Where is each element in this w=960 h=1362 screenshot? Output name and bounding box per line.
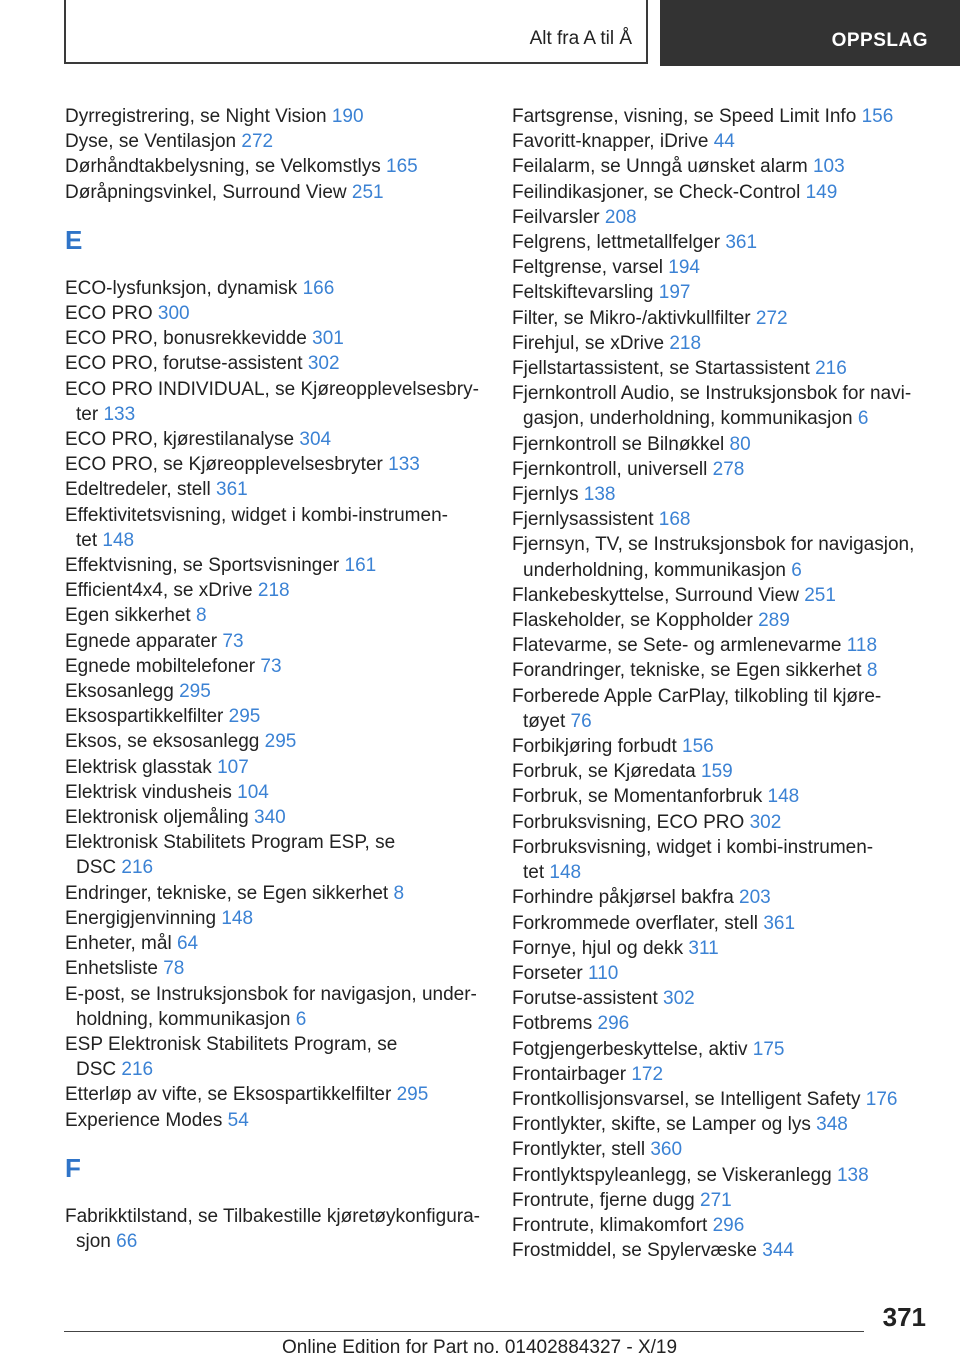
- index-entry-text: Feilalarm, se Unngå uønsket alarm: [512, 156, 808, 178]
- index-entry-text: Forkrommede overflater, stell: [512, 912, 759, 934]
- page-reference-link[interactable]: 295: [228, 706, 261, 728]
- index-entry: [512, 1163, 922, 1188]
- page-reference-link[interactable]: 148: [767, 786, 800, 808]
- index-entry-text: Effektivitetsvisning, widget i kombi-instrumen-: [65, 504, 448, 526]
- index-entry: [65, 129, 485, 154]
- page-reference-link[interactable]: 156: [861, 106, 894, 127]
- index-entry-text: Edeltredeler, stell: [65, 479, 211, 501]
- index-letter-heading: F: [65, 1152, 81, 1183]
- index-column-left: [65, 104, 485, 1254]
- index-entry: [512, 684, 922, 734]
- page-reference-link[interactable]: 295: [264, 731, 297, 753]
- index-entry: [512, 1062, 922, 1087]
- index-entry-text: Fjernlys: [512, 484, 579, 506]
- index-entry: [65, 982, 485, 1032]
- page-reference-link[interactable]: 216: [121, 1059, 154, 1081]
- index-entry: [65, 503, 485, 553]
- page-reference-link[interactable]: 361: [216, 479, 248, 501]
- page-reference-link[interactable]: 301: [312, 328, 344, 350]
- page-reference-link[interactable]: 103: [812, 156, 845, 178]
- index-entry: [65, 578, 485, 603]
- index-entry-text: ECO PRO, se Kjøreopplevelsesbryter: [65, 454, 383, 476]
- page-reference-link[interactable]: 76: [570, 710, 592, 732]
- index-entry-text: Filter, se Mikro-/aktivkullfilter: [512, 307, 751, 329]
- page-reference-link[interactable]: 360: [650, 1139, 683, 1161]
- index-entry: [512, 734, 922, 759]
- page-reference-link[interactable]: 138: [583, 484, 616, 506]
- index-entry-text: Enhetsliste: [65, 958, 158, 980]
- index-entry: [512, 255, 922, 280]
- index-entry-text: Forbruk, se Kjøredata: [512, 761, 696, 783]
- index-entry-text: DSC: [76, 857, 117, 879]
- page-reference-link[interactable]: 149: [805, 181, 838, 203]
- index-entry-text: ECO PRO: [65, 303, 153, 325]
- index-entry-text: ECO PRO, forutse-assistent: [65, 353, 303, 375]
- index-entry: [512, 1137, 922, 1162]
- index-entry-text: Frontlykter, skifte, se Lamper og lys: [512, 1114, 811, 1136]
- page-reference-link[interactable]: 64: [176, 933, 199, 955]
- page-reference-link[interactable]: 118: [846, 635, 878, 657]
- index-entry: [512, 961, 922, 986]
- index-entry-text: ECO-lysfunksjon, dynamisk: [65, 277, 298, 299]
- index-entry: [65, 1108, 485, 1133]
- page-reference-link[interactable]: 295: [179, 681, 211, 703]
- footer-divider: [64, 1331, 864, 1332]
- index-entry-text: E-post, se Instruksjonsbok for navigasjon, under-: [65, 983, 477, 1005]
- index-entry: [65, 104, 485, 129]
- index-entry: [512, 154, 922, 179]
- index-entry: [65, 906, 485, 931]
- page-reference-link[interactable]: 344: [762, 1240, 794, 1262]
- page-reference-link[interactable]: 73: [222, 630, 244, 652]
- page-reference-link[interactable]: 203: [739, 887, 771, 909]
- page-reference-link[interactable]: 295: [396, 1084, 429, 1106]
- page-reference-link[interactable]: 302: [749, 811, 782, 833]
- index-entry: [65, 154, 485, 179]
- index-entry-text: Fjernlysassistent: [512, 509, 654, 531]
- page-reference-link[interactable]: 78: [163, 958, 185, 980]
- index-entry-text: Fjernkontroll se Bilnøkkel: [512, 433, 725, 455]
- index-entry: [512, 104, 922, 129]
- index-entry-text: DSC: [76, 1059, 117, 1081]
- page-reference-link[interactable]: 148: [102, 529, 135, 551]
- index-entry: [512, 583, 922, 608]
- page-reference-link[interactable]: 166: [302, 277, 335, 299]
- index-entry: [512, 835, 922, 885]
- index-entry: [512, 1213, 922, 1238]
- page-reference-link[interactable]: 271: [700, 1189, 732, 1211]
- page-reference-link[interactable]: 156: [682, 736, 714, 758]
- index-entry: [512, 658, 922, 683]
- page-number: 371: [882, 1302, 926, 1332]
- page-reference-link[interactable]: 197: [658, 282, 691, 304]
- index-entry: [65, 729, 485, 754]
- index-entry: [512, 532, 922, 582]
- index-entry: [512, 306, 922, 331]
- index-entry-text: Frontairbager: [512, 1063, 627, 1085]
- page-reference-link[interactable]: 272: [755, 307, 788, 329]
- index-entry-text: Fjernkontroll, universell: [512, 458, 708, 480]
- index-entry: [65, 805, 485, 830]
- index-entry: [65, 180, 485, 205]
- index-entry-text: tøyet: [523, 710, 566, 732]
- index-entry-text: tet: [523, 862, 545, 884]
- index-entry-text: underholdning, kommunikasjon: [523, 559, 786, 581]
- index-entry-text: Dyse, se Ventilasjon: [65, 131, 237, 153]
- page-reference-link[interactable]: 190: [331, 106, 364, 127]
- index-entry: [65, 477, 485, 502]
- page-reference-link[interactable]: 304: [299, 429, 332, 451]
- index-entry-text: Effektvisning, se Sportsvisninger: [65, 555, 340, 577]
- page-reference-link[interactable]: 73: [260, 655, 282, 677]
- index-entry-text: Forbruk, se Momentanforbruk: [512, 786, 763, 808]
- index-entry-text: Egen sikkerhet: [65, 605, 191, 627]
- index-entry-text: Fartsgrense, visning, se Speed Limit Info: [512, 106, 857, 127]
- index-entry-text: tet: [76, 529, 98, 551]
- index-entry: [65, 830, 485, 880]
- index-entry-text: Eksos, se eksosanlegg: [65, 731, 260, 753]
- index-entry: [65, 629, 485, 654]
- index-entry: [512, 986, 922, 1011]
- page-reference-link[interactable]: 133: [388, 454, 420, 476]
- index-entry: [65, 956, 485, 981]
- index-entry: [512, 1112, 922, 1137]
- index-entry-text: Endringer, tekniske, se Egen sikkerhet: [65, 882, 389, 904]
- index-entry: [65, 881, 485, 906]
- page-reference-link[interactable]: 138: [836, 1164, 869, 1186]
- page-reference-link[interactable]: 300: [157, 303, 190, 325]
- index-entry-text: Flankebeskyttelse, Surround View: [512, 584, 799, 606]
- index-entry-text: Fjernsyn, TV, se Instruksjonsbok for navigasjon,: [512, 534, 915, 556]
- page-reference-link[interactable]: 251: [351, 181, 384, 203]
- index-entry-text: Forseter: [512, 962, 583, 984]
- index-entry-text: Elektronisk Stabilitets Program ESP, se: [65, 832, 396, 854]
- index-entry-text: Forbruksvisning, ECO PRO: [512, 811, 745, 833]
- index-entry: [512, 432, 922, 457]
- page-reference-link[interactable]: 302: [663, 988, 695, 1010]
- page-reference-link[interactable]: 148: [221, 907, 254, 929]
- index-entry: [512, 381, 922, 431]
- index-entry-text: Dyrregistrering, se Night Vision: [65, 106, 327, 127]
- index-entry-text: Feltskiftevarsling: [512, 282, 654, 304]
- index-entry-text: Forbikjøring forbudt: [512, 736, 677, 758]
- index-entry-text: Døråpningsvinkel, Surround View: [65, 181, 347, 203]
- page-reference-link[interactable]: 159: [701, 761, 733, 783]
- index-entry-text: Elektrisk vindusheis: [65, 781, 232, 803]
- index-entry-text: Fotgjengerbeskyttelse, aktiv: [512, 1038, 748, 1060]
- page-reference-link[interactable]: 66: [116, 1230, 138, 1252]
- index-entry-text: Elektronisk oljemåling: [65, 807, 249, 829]
- index-letter-heading: E: [65, 224, 83, 255]
- index-entry: [512, 457, 922, 482]
- page-reference-link[interactable]: 194: [668, 257, 700, 279]
- index-entry-text: Frostmiddel, se Spylervæske: [512, 1240, 757, 1262]
- index-entry: [65, 351, 485, 376]
- index-entry-text: ESP Elektronisk Stabilitets Program, se: [65, 1033, 398, 1055]
- index-entry: [512, 205, 922, 230]
- page-reference-link[interactable]: 8: [195, 605, 207, 627]
- page-reference-link[interactable]: 54: [227, 1109, 249, 1131]
- page-reference-link[interactable]: 168: [658, 509, 691, 531]
- section-header-box: [64, 0, 648, 64]
- page-reference-link[interactable]: 218: [669, 332, 702, 354]
- page-reference-link[interactable]: 302: [307, 353, 340, 375]
- index-entry: [65, 427, 485, 452]
- page-reference-link[interactable]: 216: [815, 358, 847, 380]
- index-entry-text: Etterløp av vifte, se Eksospartikkelfilter: [65, 1084, 392, 1106]
- index-entry-text: Forhindre påkjørsel bakfra: [512, 887, 734, 909]
- index-entry: [512, 784, 922, 809]
- index-entry-text: Feltgrense, varsel: [512, 257, 664, 279]
- index-entry-text: Elektrisk glasstak: [65, 756, 212, 778]
- index-entry: [65, 326, 485, 351]
- index-entry-text: Felgrens, lettmetallfelger: [512, 232, 721, 254]
- page-reference-link[interactable]: 361: [725, 232, 758, 254]
- page-reference-link[interactable]: 6: [295, 1008, 307, 1030]
- index-entry-text: Fotbrems: [512, 1013, 593, 1035]
- chapter-tab-label: OPPSLAG: [831, 30, 928, 51]
- page-reference-link[interactable]: 44: [713, 131, 735, 153]
- index-entry-text: Eksospartikkelfilter: [65, 706, 224, 728]
- index-entry-text: Firehjul, se xDrive: [512, 332, 665, 354]
- index-entry-text: ECO PRO INDIVIDUAL, se Kjøreopplevelsesbry-: [65, 378, 479, 400]
- index-entry-text: sjon: [76, 1230, 111, 1252]
- index-entry-text: ECO PRO, kjørestilanalyse: [65, 429, 295, 451]
- page-reference-link[interactable]: 148: [549, 862, 582, 884]
- index-entry-text: Flatevarme, se Sete- og armlenevarme: [512, 635, 842, 657]
- index-entry-text: Frontlyktspyleanlegg, se Viskeranlegg: [512, 1164, 832, 1186]
- index-entry: [512, 885, 922, 910]
- page-reference-link[interactable]: 251: [804, 584, 836, 606]
- index-entry: [512, 633, 922, 658]
- index-entry: [512, 356, 922, 381]
- page-reference-link[interactable]: 107: [217, 756, 249, 778]
- index-entry: [65, 679, 485, 704]
- index-entry-text: Efficient4x4, se xDrive: [65, 580, 253, 602]
- page-reference-link[interactable]: 289: [758, 610, 790, 632]
- page-reference-link[interactable]: 208: [604, 206, 637, 228]
- index-entry: [65, 780, 485, 805]
- index-entry: [512, 1238, 922, 1263]
- index-entry: [512, 1087, 922, 1112]
- index-entry-text: Fjernkontroll Audio, se Instruksjonsbok for navi-: [512, 383, 912, 405]
- page-reference-link[interactable]: 176: [865, 1088, 898, 1110]
- index-entry-text: holdning, kommunikasjon: [76, 1008, 291, 1030]
- index-entry: [512, 507, 922, 532]
- page-reference-link[interactable]: 8: [866, 660, 878, 682]
- index-entry: [512, 230, 922, 255]
- index-column-right: [512, 104, 922, 1263]
- index-entry-text: Feilindikasjoner, se Check-Control: [512, 181, 801, 203]
- page-reference-link[interactable]: 278: [712, 458, 745, 480]
- index-entry: [65, 553, 485, 578]
- index-entry-text: Eksosanlegg: [65, 681, 174, 703]
- index-entry-text: ter: [76, 403, 99, 425]
- page-reference-link[interactable]: 161: [344, 555, 377, 577]
- index-entry: [512, 1037, 922, 1062]
- page-reference-link[interactable]: 218: [257, 580, 290, 602]
- index-entry: [512, 180, 922, 205]
- index-entry: [65, 654, 485, 679]
- index-entry-text: Favoritt-knapper, iDrive: [512, 131, 709, 153]
- page-header: [0, 0, 960, 70]
- index-entry: [512, 608, 922, 633]
- index-entry: [65, 301, 485, 326]
- index-entry-text: Egnede mobiltelefoner: [65, 655, 256, 677]
- index-entry: [512, 280, 922, 305]
- section-title: Alt fra A til Å: [529, 28, 632, 49]
- index-entry: [512, 1011, 922, 1036]
- page-reference-link[interactable]: 104: [237, 781, 269, 803]
- page-reference-link[interactable]: 6: [857, 408, 869, 430]
- index-entry-text: Experience Modes: [65, 1109, 223, 1131]
- index-entry: [512, 936, 922, 961]
- index-entry-text: Frontkollisjonsvarsel, se Intelligent Safety: [512, 1088, 861, 1110]
- page-reference-link[interactable]: 110: [588, 962, 619, 984]
- page-reference-link[interactable]: 80: [729, 433, 751, 455]
- page-reference-link[interactable]: 165: [386, 156, 418, 178]
- index-entry-text: Frontrute, fjerne dugg: [512, 1189, 695, 1211]
- index-entry: [65, 1082, 485, 1107]
- index-entry-text: Feilvarsler: [512, 206, 600, 228]
- page-reference-link[interactable]: 348: [816, 1114, 848, 1136]
- index-entry-text: Frontlykter, stell: [512, 1139, 646, 1161]
- index-entry: [512, 331, 922, 356]
- index-entry-text: ECO PRO, bonusrekkevidde: [65, 328, 307, 350]
- page-reference-link[interactable]: 216: [121, 857, 154, 879]
- page-reference-link[interactable]: 311: [688, 937, 719, 959]
- index-entry-text: Enheter, mål: [65, 933, 172, 955]
- page-reference-link[interactable]: 175: [752, 1038, 785, 1060]
- footer-text: Online Edition for Part no. 01402884327 - X/19: [282, 1337, 678, 1358]
- page-reference-link[interactable]: 296: [597, 1013, 630, 1035]
- index-entry-text: Fjellstartassistent, se Startassistent: [512, 358, 810, 380]
- index-entry-text: Forberede Apple CarPlay, tilkobling til kjøre-: [512, 685, 882, 707]
- index-entry: [512, 810, 922, 835]
- index-entry-text: Dørhåndtakbelysning, se Velkomstlys: [65, 156, 381, 178]
- index-entry: [65, 755, 485, 780]
- page-reference-link[interactable]: 8: [393, 882, 405, 904]
- index-entry-text: Egnede apparater: [65, 630, 218, 652]
- index-entry: [65, 276, 485, 301]
- index-entry: [65, 1032, 485, 1082]
- index-entry-text: gasjon, underholdning, kommunikasjon: [523, 408, 853, 430]
- index-entry-text: Energigjenvinning: [65, 907, 217, 929]
- index-entry-text: Forandringer, tekniske, se Egen sikkerhet: [512, 660, 862, 682]
- index-entry-text: Flaskeholder, se Koppholder: [512, 610, 753, 632]
- index-entry: [512, 911, 922, 936]
- page-reference-link[interactable]: 272: [241, 131, 274, 153]
- page-reference-link[interactable]: 6: [791, 559, 802, 581]
- index-entry: [512, 1188, 922, 1213]
- index-entry-text: Forbruksvisning, widget i kombi-instrumen-: [512, 836, 874, 858]
- index-entry: [65, 704, 485, 729]
- index-entry-text: Forutse-assistent: [512, 988, 658, 1010]
- index-entry-text: Frontrute, klimakomfort: [512, 1214, 708, 1236]
- index-entry-text: Fornye, hjul og dekk: [512, 937, 684, 959]
- index-entry-text: Fabrikktilstand, se Tilbakestille kjøretøykonfigura-: [65, 1205, 480, 1227]
- index-entry: [512, 129, 922, 154]
- index-entry: [512, 759, 922, 784]
- chapter-tab[interactable]: [660, 0, 960, 66]
- page-reference-link[interactable]: 340: [254, 807, 286, 829]
- page-reference-link[interactable]: 172: [631, 1063, 664, 1085]
- index-entry: [65, 1204, 485, 1254]
- index-entry: [65, 452, 485, 477]
- index-entry: [65, 603, 485, 628]
- page-reference-link[interactable]: 296: [712, 1214, 745, 1236]
- index-entry: [65, 377, 485, 427]
- page-reference-link[interactable]: 133: [103, 403, 136, 425]
- index-entry: [512, 482, 922, 507]
- index-entry: [65, 931, 485, 956]
- page-reference-link[interactable]: 361: [763, 912, 796, 934]
